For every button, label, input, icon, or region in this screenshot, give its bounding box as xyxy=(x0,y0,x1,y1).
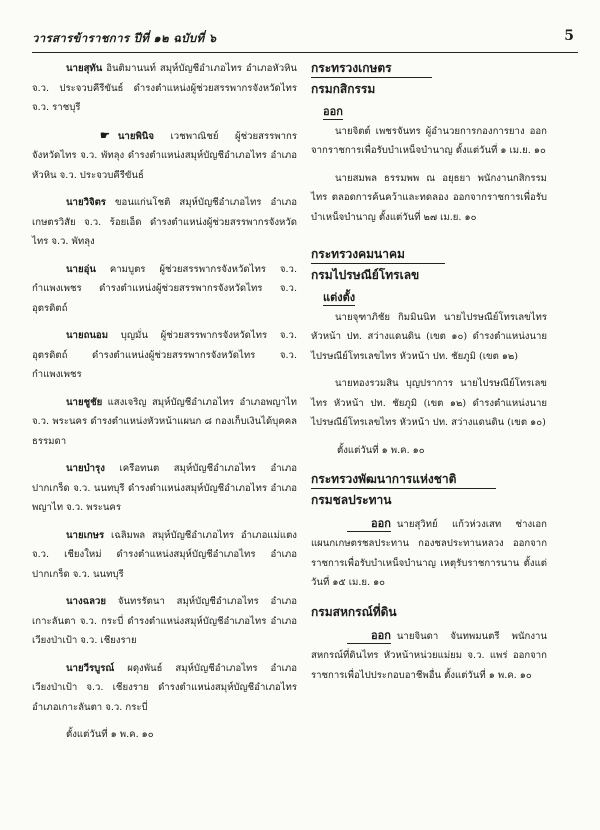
ministry-heading: กระทรวงเกษตร xyxy=(311,59,432,78)
hand-pointer-mark: ☛ xyxy=(100,128,110,142)
ministry-heading: กระทรวงคมนาคม xyxy=(311,245,445,264)
appointment-entry: นายเกษร เฉลิมพล สมุห์บัญชีอำเภอไทร อำเภอแม่แตง จ.ว. เชียงใหม่ ดำรงตำแหน่งสมุห์บัญชีอำเภอไทร อำเภอปากเกร็ด จ.ว. นนทบุรี xyxy=(32,529,297,580)
department-heading: กรมไปรษณีย์โทรเลข xyxy=(311,267,420,282)
page-number: 5 xyxy=(564,28,574,44)
appointment-entry: นายวีรบูรณ์ ผดุงพันธ์ สมุห์บัญชีอำเภอไทร อำเภอเวียงป่าเป้า จ.ว. เชียงราย ดำรงตำแหน่งสมุห์บัญชีอำเภอไทร อำเภอเกาะลันตา จ.ว. กระบี่ xyxy=(32,662,297,713)
appointment-entry: ออก นายจินดา จันทพมนตรี พนักงานสหกรณ์ที่ดินไทร หัวหน้าหน่วยแม่ยม จ.ว. แพร่ ออกจากราชการเพื่อไปประกอบอาชีพอื่น ตั้งแต่วันที่ ๑ พ.ค. ๑๐ xyxy=(311,628,547,681)
two-column-body xyxy=(32,53,578,745)
appointment-entry: นายสุทัน อินติมานนท์ สมุห์บัญชีอำเภอไทร อำเภอหัวหิน จ.ว. ประจวบคีรีขันธ์ ดำรงตำแหน่งผู้ช่วยสรรพากรจังหวัดไทร จ.ว. ราชบุรี xyxy=(32,63,297,113)
department-heading: กรมกสิกรรม xyxy=(311,81,376,96)
appointment-entry: นายทองรวมสิน บุญปราการ นายไปรษณีย์โทรเลขไทร หัวหน้า ปท. ชัยภูมิ (เขต ๑๒) ดำรงตำแหน่งนายไปรษณีย์โทรเลขไทร หัวหน้า ปท. สว่างแดนดิน (เขต ๑๐) xyxy=(311,378,547,428)
section-label: ออก xyxy=(347,628,391,644)
appointment-entry: นายถนอม บุญมั่น ผู้ช่วยสรรพากรจังหวัดไทร จ.ว. อุตรดิตถ์ ดำรงตำแหน่งผู้ช่วยสรรพากรจังหวัดไทร จ.ว. กำแพงเพชร xyxy=(32,330,297,380)
appointment-entry: ☛ นายพินิจ เวชพาณิชย์ ผู้ช่วยสรรพากรจังหวัดไทร จ.ว. พัทลุง ดำรงตำแหน่งสมุห์บัญชีอำเภอไทร อำเภอหัวหิน จ.ว. ประจวบคีรีขันธ์ xyxy=(32,126,297,186)
section-label: แต่งตั้ง xyxy=(323,290,356,304)
effective-date: ตั้งแต่วันที่ ๑ พ.ค. ๑๐ xyxy=(66,729,154,740)
effective-date: ตั้งแต่วันที่ ๑ พ.ค. ๑๐ xyxy=(337,444,425,456)
appointment-entry: นายวิจิตร ขอนแก่นโชติ สมุห์บัญชีอำเภอไทร อำเภอเกษตรวิสัย จ.ว. ร้อยเอ็ด ดำรงตำแหน่งผู้ช่วยสรรพากรจังหวัดไทร จ.ว. พัทลุง xyxy=(32,197,297,247)
appointment-entry: นายชูชัย แสงเจริญ สมุห์บัญชีอำเภอไทร อำเภอพญาไท จ.ว. พระนคร ดำรงตำแหน่งหัวหน้าแผนก ๘ กองเก็บเงินได้บุคคลธรรมดา xyxy=(32,396,297,447)
appointment-entry: นางฉลวย จันทรรัตนา สมุห์บัญชีอำเภอไทร อำเภอเกาะลันตา จ.ว. กระบี่ ดำรงตำแหน่งสมุห์บัญชีอำเภอไทร อำเภอเวียงป่าเป้า จ.ว. เชียงราย xyxy=(32,596,297,646)
journal-title: วารสารข้าราชการ ปีที่ ๑๒ ฉบับที่ ๖ xyxy=(32,31,217,45)
appointment-entry: นายจุฑาภิชัย กิมมินนิท นายไปรษณีย์โทรเลขไทร หัวหน้า ปท. สว่างแดนดิน (เขต ๑๐) ดำรงตำแหน่งนายไปรษณีย์โทรเลขไทร หัวหน้า ปท. ชัยภูมิ (เขต ๑๒) xyxy=(311,311,547,362)
left-column xyxy=(32,59,297,745)
appointment-entry: นายบำรุง เครือทนต สมุห์บัญชีอำเภอไทร อำเภอปากเกร็ด จ.ว. นนทบุรี ดำรงตำแหน่งสมุห์บัญชีอำเภอไทร อำเภอพญาไท จ.ว. พระนคร xyxy=(32,463,297,513)
appointment-entry: นายอุ่น คามบูตร ผู้ช่วยสรรพากรจังหวัดไทร จ.ว. กำแพงเพชร ดำรงตำแหน่งผู้ช่วยสรรพากรจังหวัดไทร จ.ว. อุตรดิตถ์ xyxy=(32,263,297,314)
department-heading: กรมสหกรณ์ที่ดิน xyxy=(311,604,397,619)
appointment-entry: นายจิตต์ เพชรจันทร ผู้อำนวยการกองการยาง ออกจากราชการเพื่อรับบำเหน็จบำนาญ ตั้งแต่วันที่ ๑ เม.ย. ๑๐ xyxy=(311,125,547,156)
appointment-entry: นายสมพล ธรรมพพ ณ อยุธยา พนักงานกสิกรรมไทร ตลอดการค้นคว้าและทดลอง ออกจากราชการเพื่อรับบำเหน็จบำนาญ ตั้งแต่วันที่ ๒๗ เม.ย. ๑๐ xyxy=(311,172,547,223)
department-heading: กรมชลประทาน xyxy=(311,492,392,507)
ministry-heading: กระทรวงพัฒนาการแห่งชาติ xyxy=(311,470,496,489)
section-label: ออก xyxy=(347,516,391,532)
section-label: ออก xyxy=(323,104,343,118)
appointment-entry: ออก นายสุวิทย์ แก้วห่วงเสท ช่างเอก แผนกเกษตรชลประทาน กองชลประทานหลวง ออกจากราชการเพื่อรับบำเหน็จบำนาญ เหตุรับราชการนาน ตั้งแต่วันที่ ๑๕ เม.ย. ๑๐ xyxy=(311,516,547,588)
right-column xyxy=(311,59,547,745)
page-header xyxy=(32,26,578,53)
